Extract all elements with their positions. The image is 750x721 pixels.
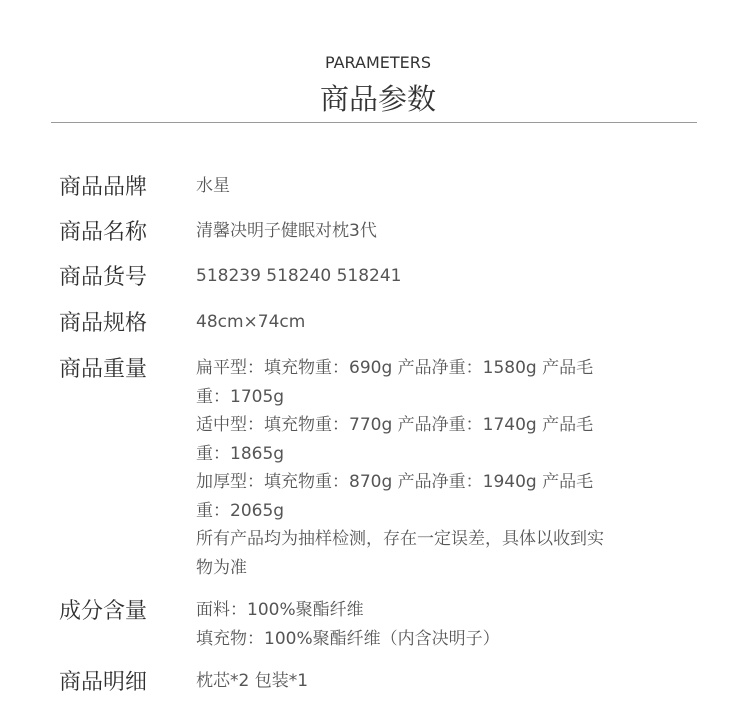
param-value-line: 枕芯*2 包装*1 bbox=[196, 671, 309, 691]
param-value-line: 48cm×74cm bbox=[196, 312, 306, 332]
param-value-line: 重：1705g bbox=[196, 386, 285, 407]
param-label: 商品重量 bbox=[59, 357, 148, 382]
param-value bbox=[196, 596, 666, 653]
param-value-line: 适中型：填充物重：770g 产品净重：1740g 产品毛 bbox=[196, 415, 594, 435]
param-value-line: 所有产品均为抽样检测，存在一定误差，具体以收到实 bbox=[196, 529, 604, 549]
param-value-line: 扁平型：填充物重：690g 产品净重：1580g 产品毛 bbox=[196, 358, 594, 378]
param-label: 商品名称 bbox=[59, 220, 148, 245]
param-label: 商品品牌 bbox=[59, 175, 148, 200]
param-value-line: 加厚型：填充物重：870g 产品净重：1940g 产品毛 bbox=[196, 472, 594, 492]
section-title-english: PARAMETERS bbox=[324, 53, 432, 72]
param-label: 商品明细 bbox=[59, 670, 148, 695]
param-value-line: 水星 bbox=[196, 176, 230, 196]
param-value-line: 填充物：100%聚酯纤维（内含决明子） bbox=[196, 628, 500, 649]
param-value bbox=[196, 172, 666, 201]
param-value-line: 面料：100%聚酯纤维 bbox=[196, 600, 364, 620]
param-value-line: 清馨决明子健眠对枕3代 bbox=[196, 221, 377, 241]
param-label: 商品规格 bbox=[59, 311, 148, 336]
param-value bbox=[196, 217, 666, 246]
param-value-line: 物为准 bbox=[196, 557, 247, 578]
param-value bbox=[196, 667, 666, 696]
param-label: 商品货号 bbox=[59, 265, 148, 290]
param-value-line: 重：2065g bbox=[196, 500, 285, 521]
param-value-line: 重：1865g bbox=[196, 443, 285, 464]
param-value bbox=[196, 354, 666, 582]
param-value bbox=[196, 262, 666, 291]
param-label: 成分含量 bbox=[59, 599, 148, 624]
param-value bbox=[196, 308, 666, 337]
section-title-chinese: 商品参数 bbox=[319, 82, 436, 116]
param-value-line: 518239 518240 518241 bbox=[196, 266, 402, 286]
